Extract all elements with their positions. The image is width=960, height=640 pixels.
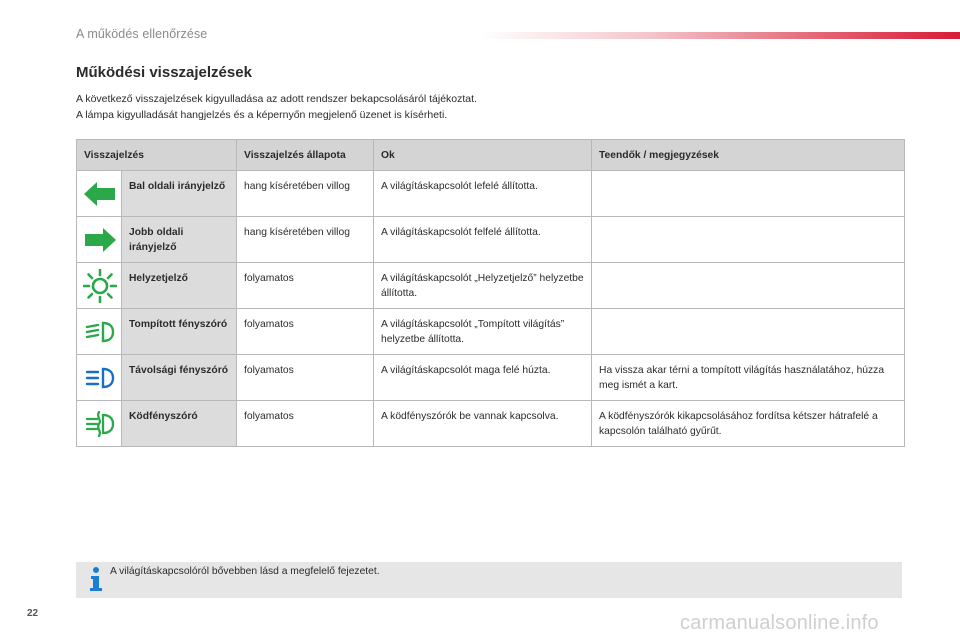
indicator-name: Bal oldali irányjelző [122, 171, 237, 217]
table-row [77, 263, 905, 309]
table-row [77, 355, 905, 401]
indicator-action [592, 309, 905, 355]
table-row [77, 401, 905, 447]
indicator-action [592, 263, 905, 309]
header-cause: Ok [374, 140, 592, 171]
info-text: A világításkapcsolóról bővebben lásd a megfelelő fejezetet. [110, 566, 380, 577]
table-row [77, 309, 905, 355]
page-header-title: A működés ellenőrzése [76, 27, 208, 41]
indicator-cause: A világításkapcsolót lefelé állította. [374, 171, 592, 217]
table-row [77, 171, 905, 217]
indicator-action: Ha vissza akar térni a tompított világítás használatához, húzza meg ismét a kart. [592, 355, 905, 401]
table-header-row [77, 140, 905, 171]
info-icon [88, 566, 104, 592]
indicator-name: Ködfényszóró [122, 401, 237, 447]
indicator-state: folyamatos [237, 355, 374, 401]
left-turn-signal-icon [77, 171, 123, 216]
intro-line: A lámpa kigyulladását hangjelzés és a képernyőn megjelenő üzenet is kísérheti. [76, 109, 448, 121]
intro-line: A következő visszajelzések kigyulladása az adott rendszer bekapcsolásáról tájékoztat. [76, 93, 477, 105]
indicator-action [592, 217, 905, 263]
indicator-state: folyamatos [237, 309, 374, 355]
indicator-table [76, 139, 905, 447]
indicator-state: folyamatos [237, 401, 374, 447]
watermark-text: carmanualsonline.info [680, 612, 879, 634]
indicator-cause: A világításkapcsolót maga felé húzta. [374, 355, 592, 401]
table-row [77, 217, 905, 263]
main-beam-icon [77, 355, 123, 400]
indicator-state: hang kíséretében villog [237, 217, 374, 263]
header-state: Visszajelzés állapota [237, 140, 374, 171]
indicator-cause: A világításkapcsolót „Helyzetjelző” helyzetbe állította. [374, 263, 592, 309]
header-action: Teendők / megjegyzések [592, 140, 905, 171]
right-turn-signal-icon [77, 217, 123, 262]
indicator-cause: A világításkapcsolót „Tompított világítás” helyzetbe állította. [374, 309, 592, 355]
indicator-state: hang kíséretében villog [237, 171, 374, 217]
indicator-cause: A ködfényszórók be vannak kapcsolva. [374, 401, 592, 447]
section-title: Működési visszajelzések [76, 64, 252, 81]
header-indicator: Visszajelzés [77, 140, 237, 171]
page-number: 22 [27, 608, 39, 619]
intro-text [76, 91, 477, 123]
dipped-beam-icon [77, 309, 123, 354]
header-accent-bar [480, 32, 960, 39]
info-note [76, 562, 902, 598]
sidelights-icon [77, 263, 123, 308]
indicator-action [592, 171, 905, 217]
indicator-cause: A világításkapcsolót felfelé állította. [374, 217, 592, 263]
front-fog-light-icon [77, 401, 123, 446]
indicator-state: folyamatos [237, 263, 374, 309]
indicator-name: Helyzetjelző [122, 263, 237, 309]
indicator-action: A ködfényszórók kikapcsolásához fordítsa kétszer hátrafelé a kapcsolón található gyűrűt. [592, 401, 905, 447]
indicator-name: Tompított fényszóró [122, 309, 237, 355]
indicator-name: Távolsági fényszóró [122, 355, 237, 401]
indicator-name: Jobb oldali irányjelző [122, 217, 237, 263]
